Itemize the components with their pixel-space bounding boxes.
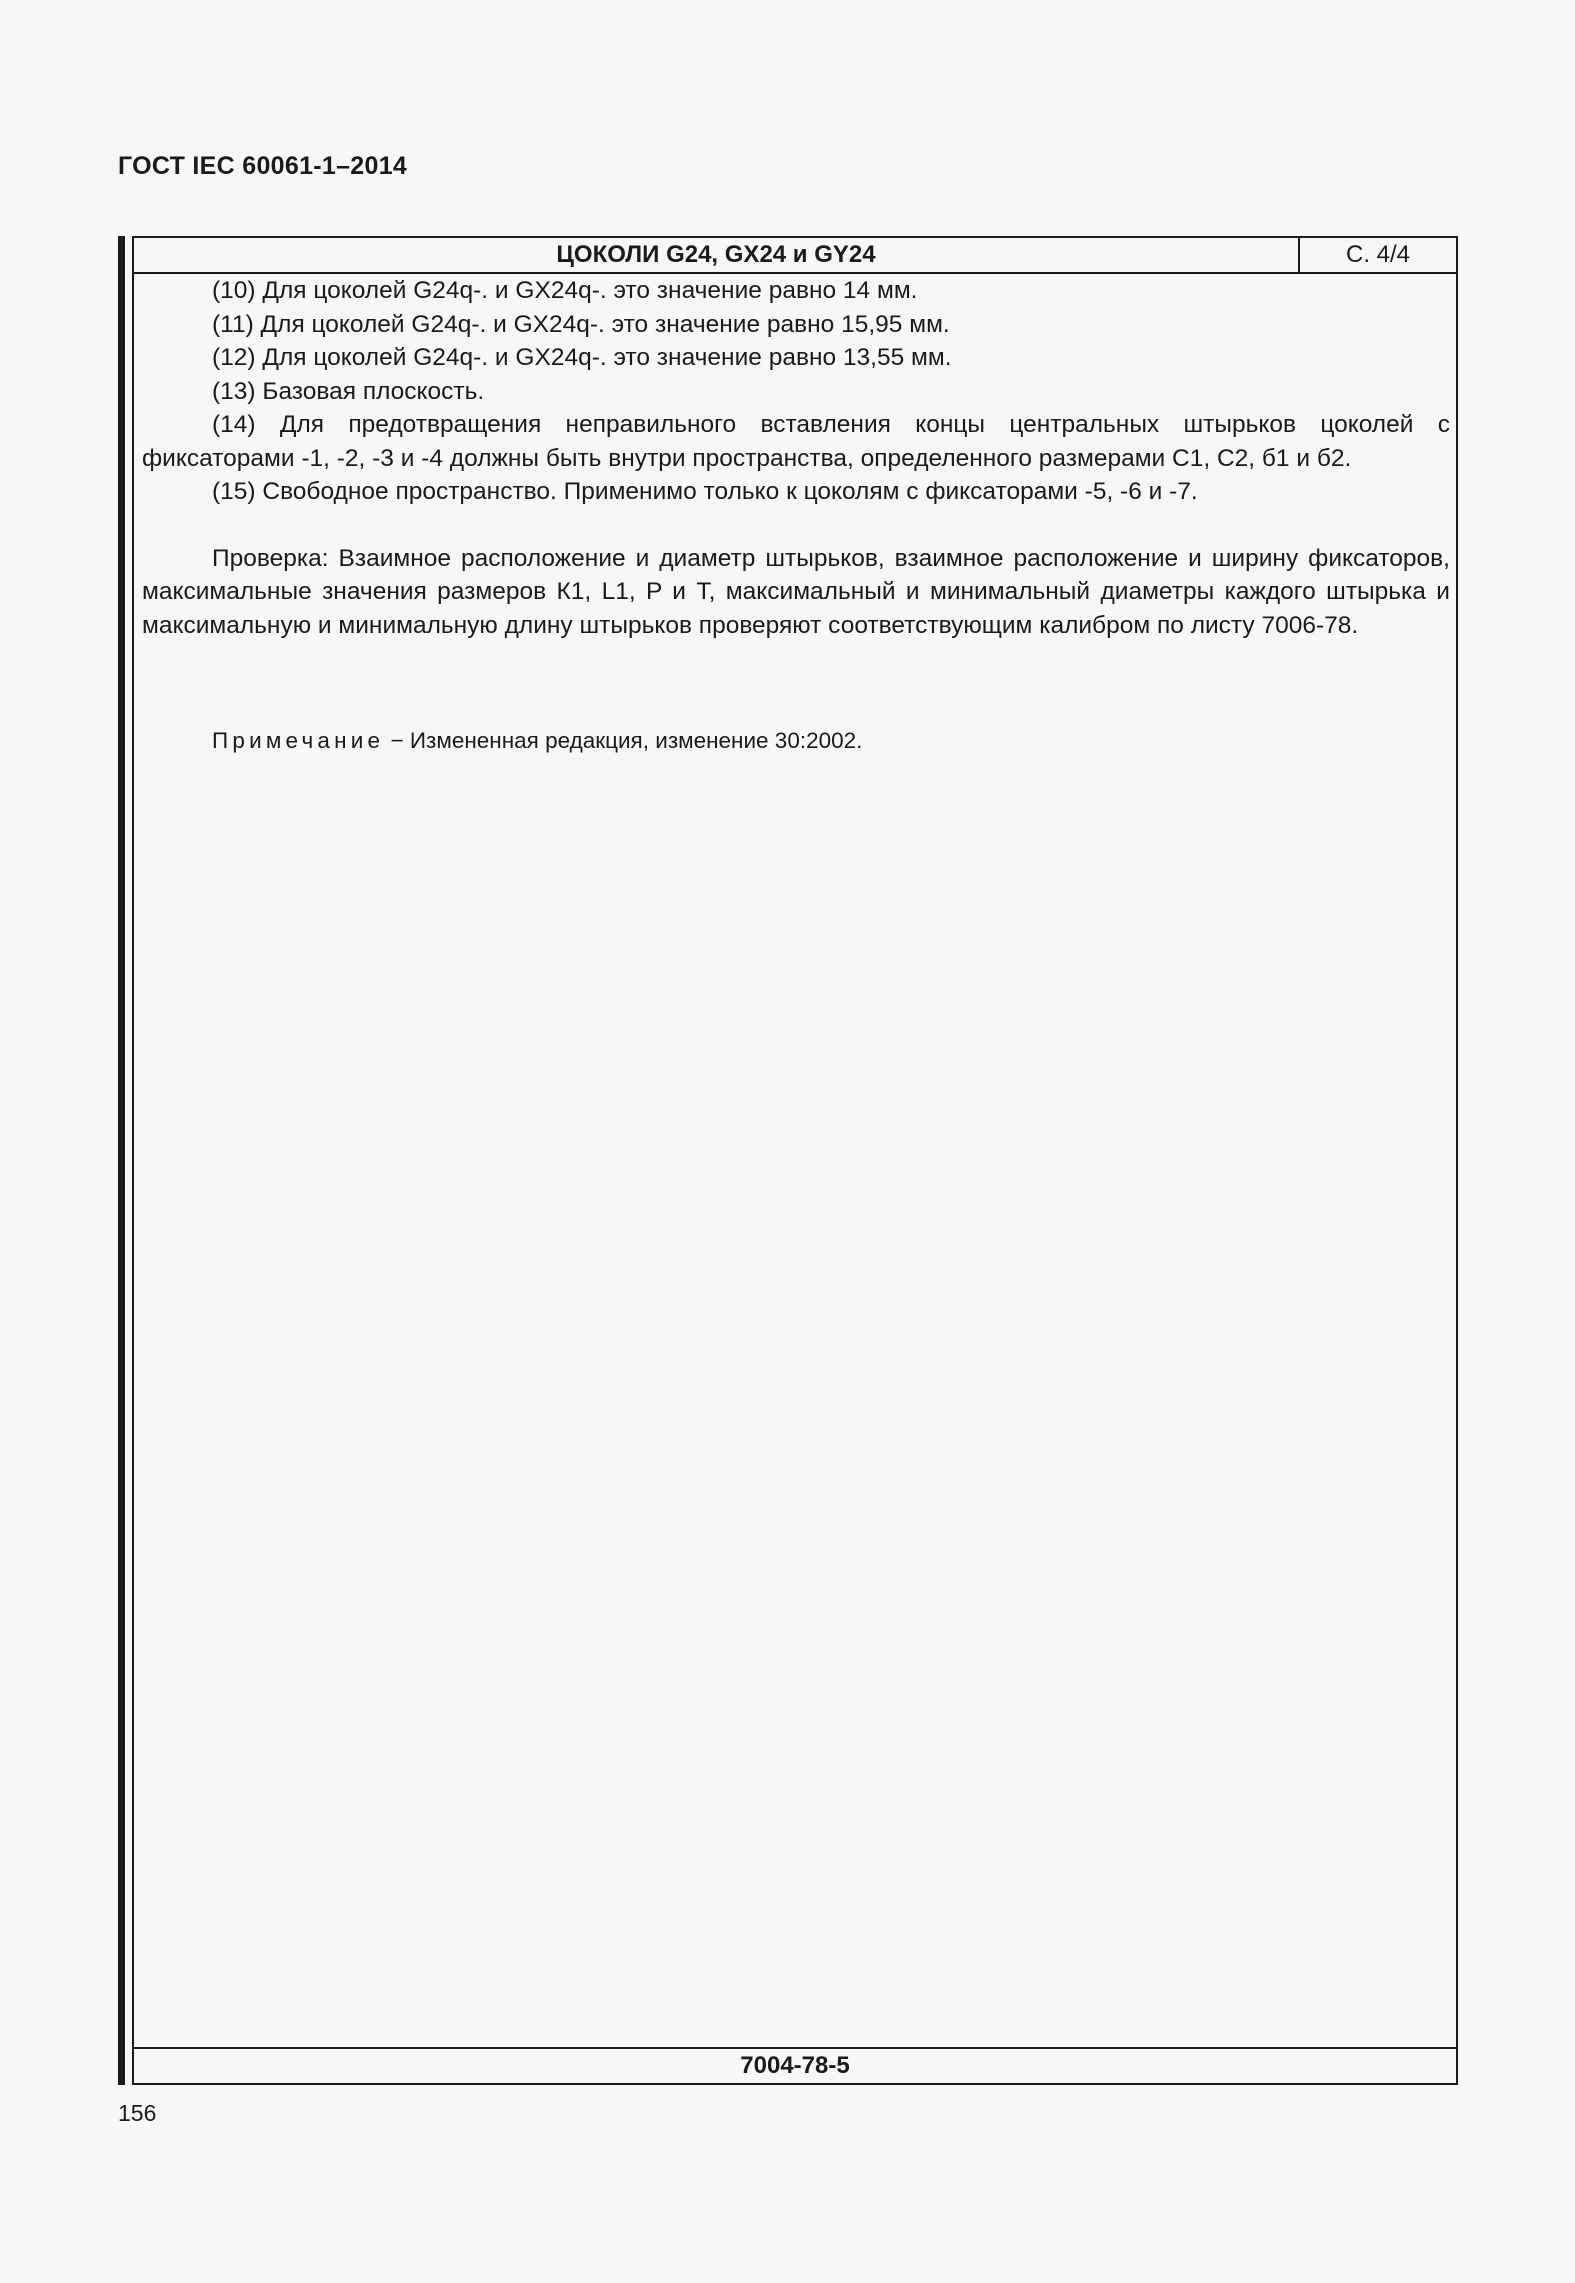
note-10: (10) Для цоколей G24q-. и GX24q-. это значение равно 14 мм. <box>212 277 918 304</box>
remark <box>212 726 1450 756</box>
remark-text: − Измененная редакция, изменение 30:2002. <box>384 728 863 753</box>
note-14: (14) Для предотвращения неправильного вставления концы центральных штырьков цоколей с фиксаторами -1, -2, -3 и -4 должны быть внутри пространства, определенного размерами С1, С2, б1 и б2. <box>142 411 1450 472</box>
document-standard-header: ГОСТ IEC 60061-1–2014 <box>118 152 408 180</box>
margin-bar <box>118 236 125 2085</box>
note-13: (13) Базовая плоскость. <box>212 377 485 405</box>
sheet-title-row <box>134 238 1456 274</box>
note-11: (11) Для цоколей G24q-. и GX24q-. это значение равно 15,95 мм. <box>212 310 950 338</box>
sheet-content <box>142 274 1450 756</box>
note-12: (12) Для цоколей G24q-. и GX24q-. это значение равно 13,55 мм. <box>212 344 952 371</box>
sheet-page-indicator: С. 4/4 <box>1345 241 1411 268</box>
page-number: 156 <box>118 2100 157 2126</box>
check-paragraph: Проверка: Взаимное расположение и диаметр штырьков, взаимное расположение и ширину фиксаторов, максимальные значения размеров К1, L1, P и T, максимальный и минимальный диаметры каждого штырька и максимальную и минимальную длину штырьков проверяют соответствующим калибром по листу 7006-78. <box>142 544 1450 639</box>
sheet-code: 7004-78-5 <box>134 2047 1456 2083</box>
note-15: (15) Свободное пространство. Применимо только к цоколям с фиксаторами -5, -6 и -7. <box>212 478 1198 505</box>
sheet-title: ЦОКОЛИ G24, GX24 и GY24 <box>134 238 1300 272</box>
remark-label: Примечание <box>212 728 385 753</box>
sheet-frame <box>132 236 1458 2085</box>
